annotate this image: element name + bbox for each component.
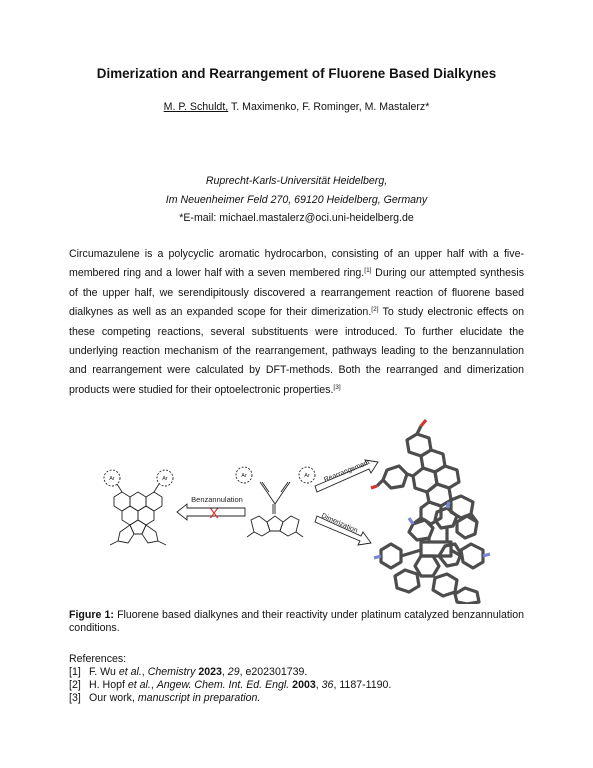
dimerization-label: Dimerization — [320, 512, 359, 535]
reference-item: [2] H. Hopf et al., Angew. Chem. Int. Ed. Engl. 2003, 36, 1187-1190. — [69, 679, 392, 691]
presenting-author: M. P. Schuldt, — [163, 101, 229, 113]
reaction-scheme-figure — [95, 404, 535, 604]
citation-1: [1] — [364, 267, 372, 275]
abstract-text: Circumazulene is a polycyclic aromatic hydrocarbon, consisting of an upper half with a five-membered ring and a lower half with a seven membered ring.[1] During our attempted synthesis of the upper half, we serendipitously discovered a rearrangement reaction of fluorene based dialkynes as well as an expanded scope for their dimerization.[2] To study electronic effects on these competing reactions, several substituents were introduced. To further elucidate the underlying reaction mechanism of the rearrangement, pathways leading to the benzannulation and rearrangement were calculated by DFT-methods. Both the rearranged and dimerization products were studied for their optoelectronic properties.[3] — [69, 248, 525, 396]
citation-3: [3] — [333, 383, 341, 391]
affiliation-line-1: Ruprecht-Karls-Universität Heidelberg, — [205, 175, 388, 187]
benzannulation-product-structure — [110, 484, 166, 545]
aryl-label: Ar — [109, 476, 115, 482]
aryl-label: Ar — [162, 476, 168, 482]
figure-caption-label: Figure 1: — [69, 609, 114, 621]
blocked-reaction-mark: X — [209, 505, 219, 521]
rearrangement-product-model — [377, 426, 477, 524]
author-list — [0, 101, 593, 113]
fluorene-dialkyne-structure — [247, 482, 303, 537]
aryl-label: Ar — [241, 473, 247, 479]
rearrangement-label: Rearrangement — [323, 459, 371, 484]
citation-2: [2] — [371, 306, 379, 314]
benzannulation-label: Benzannulation — [191, 495, 243, 504]
references-heading: References: — [69, 653, 127, 665]
paper-title: Dimerization and Rearrangement of Fluorene Based Dialkynes — [96, 66, 497, 81]
reference-item: [3] Our work, manuscript in preparation. — [69, 692, 261, 704]
co-authors: T. Maximenko, F. Rominger, M. Mastalerz* — [228, 101, 430, 113]
figure-caption: Figure 1: Fluorene based dialkynes and their reactivity under platinum catalyzed benzannulation conditions. — [69, 609, 525, 634]
contact-email: *E-mail: michael.mastalerz@oci.uni-heidelberg.de — [179, 212, 414, 224]
affiliation-line-2: Im Neuenheimer Feld 270, 69120 Heidelberg, Germany — [165, 194, 428, 206]
aryl-label: Ar — [304, 473, 310, 479]
reference-item: [1] F. Wu et al., Chemistry 2023, 29, e202301739. — [69, 666, 308, 678]
